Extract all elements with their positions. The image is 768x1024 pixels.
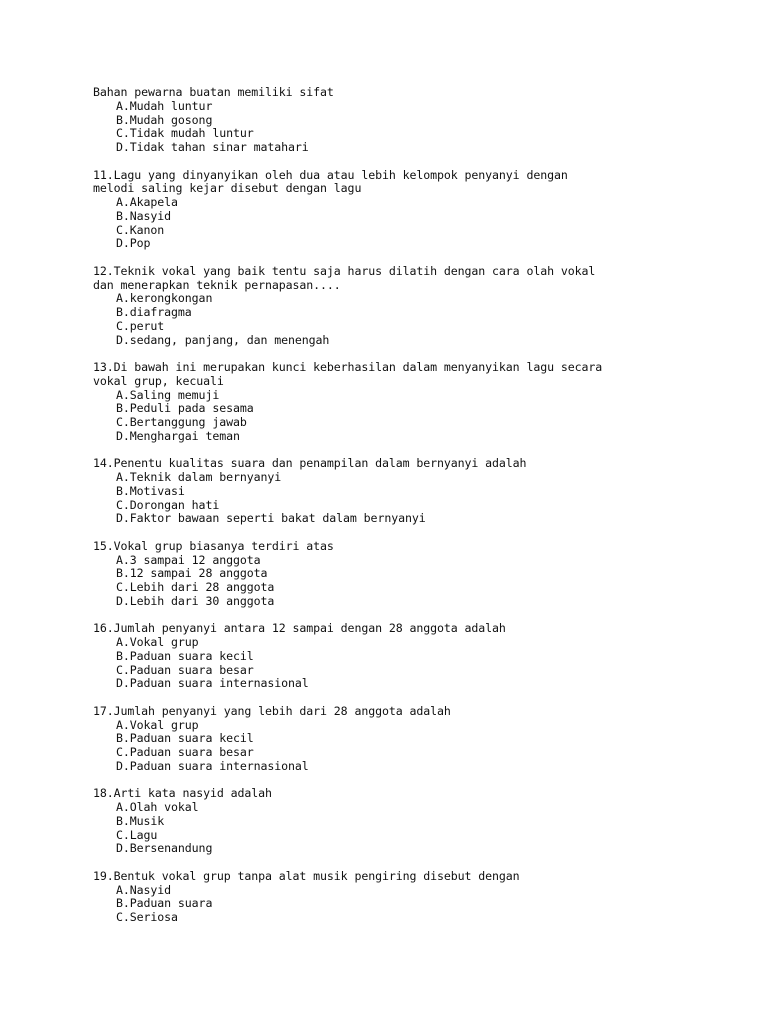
answer-option: B.diafragma (116, 305, 192, 319)
answer-option: B.12 sampai 28 anggota (116, 566, 268, 581)
answer-option: C.Dorongan hati (116, 497, 220, 512)
answer-option: D.Menghargai teman (116, 428, 240, 443)
answer-option: B.Musik (116, 813, 165, 828)
answer-option: C.Lebih dari 28 anggota (116, 580, 275, 594)
answer-option: B.Nasyid (116, 208, 172, 223)
question-block (93, 870, 693, 925)
answer-option: B.Paduan suara kecil (116, 731, 254, 746)
answer-option: C.perut (116, 318, 165, 333)
answer-option: B.Paduan suara kecil (116, 648, 254, 663)
answer-option: B.Paduan suara (116, 896, 213, 911)
answer-option: A.Saling memuji (116, 387, 220, 402)
question-block (93, 169, 693, 252)
answer-option: A.Vokal grup (116, 717, 199, 732)
answer-option: A.Akapela (116, 195, 178, 209)
answer-option: D.Paduan suara internasional (116, 676, 309, 691)
answer-option: A.Vokal grup (116, 635, 199, 649)
answer-option: B.Mudah gosong (116, 112, 213, 127)
question-stem: 15.Vokal grup biasanya terdiri atas (93, 538, 334, 553)
answer-option: A.Teknik dalam bernyanyi (116, 470, 282, 484)
answer-option: C.Paduan suara besar (116, 662, 254, 677)
answer-option: A.kerongkongan (116, 291, 213, 306)
answer-option: D.sedang, panjang, dan menengah (116, 332, 330, 347)
answer-option: D.Tidak tahan sinar matahari (116, 140, 309, 154)
question-stem: 11.Lagu yang dinyanyikan oleh dua atau lebih kelompok penyanyi dengan melodi saling kejar disebut dengan lagu (93, 167, 568, 196)
question-stem: 12.Teknik vokal yang baik tentu saja harus dilatih dengan cara olah vokal dan menerapkan teknik pernapasan.... (93, 263, 596, 292)
answer-option: C.Bertanggung jawab (116, 415, 247, 429)
answer-option: D.Paduan suara internasional (116, 758, 309, 773)
answer-option: A.Olah vokal (116, 800, 199, 814)
answer-option: C.Paduan suara besar (116, 745, 254, 759)
answer-option: B.Motivasi (116, 483, 185, 498)
answer-option: C.Tidak mudah luntur (116, 126, 254, 141)
question-stem: 16.Jumlah penyanyi antara 12 sampai dengan 28 anggota adalah (93, 621, 506, 636)
question-stem: 19.Bentuk vokal grup tanpa alat musik pengiring disebut dengan (93, 868, 520, 883)
answer-option: D.Faktor bawaan seperti bakat dalam bernyanyi (116, 511, 426, 526)
question-stem: 13.Di bawah ini merupakan kunci keberhasilan dalam menyanyikan lagu secara vokal grup, kecuali (93, 360, 603, 388)
question-stem: 17.Jumlah penyanyi yang lebih dari 28 anggota adalah (93, 703, 451, 718)
question-list (93, 86, 693, 939)
question-block (93, 787, 693, 856)
question-block (93, 265, 693, 348)
answer-option: C.Kanon (116, 222, 165, 237)
answer-option: A.Mudah luntur (116, 98, 213, 113)
answer-option: D.Pop (116, 236, 151, 251)
question-block (93, 622, 693, 691)
question-stem: 18.Arti kata nasyid adalah (93, 786, 272, 801)
question-stem: 14.Penentu kualitas suara dan penampilan dalam bernyanyi adalah (93, 456, 527, 471)
answer-option: D.Bersenandung (116, 841, 213, 856)
answer-option: C.Lagu (116, 827, 158, 842)
answer-option: D.Lebih dari 30 anggota (116, 593, 275, 608)
answer-option: A.Nasyid (116, 882, 172, 897)
answer-option: B.Peduli pada sesama (116, 401, 254, 416)
question-stem: Bahan pewarna buatan memiliki sifat (93, 85, 334, 99)
question-block (93, 540, 693, 609)
answer-option: A.3 sampai 12 anggota (116, 552, 261, 567)
question-block (93, 705, 693, 774)
question-block (93, 361, 693, 444)
question-block (93, 86, 693, 155)
question-block (93, 457, 693, 526)
answer-option: C.Seriosa (116, 910, 178, 924)
